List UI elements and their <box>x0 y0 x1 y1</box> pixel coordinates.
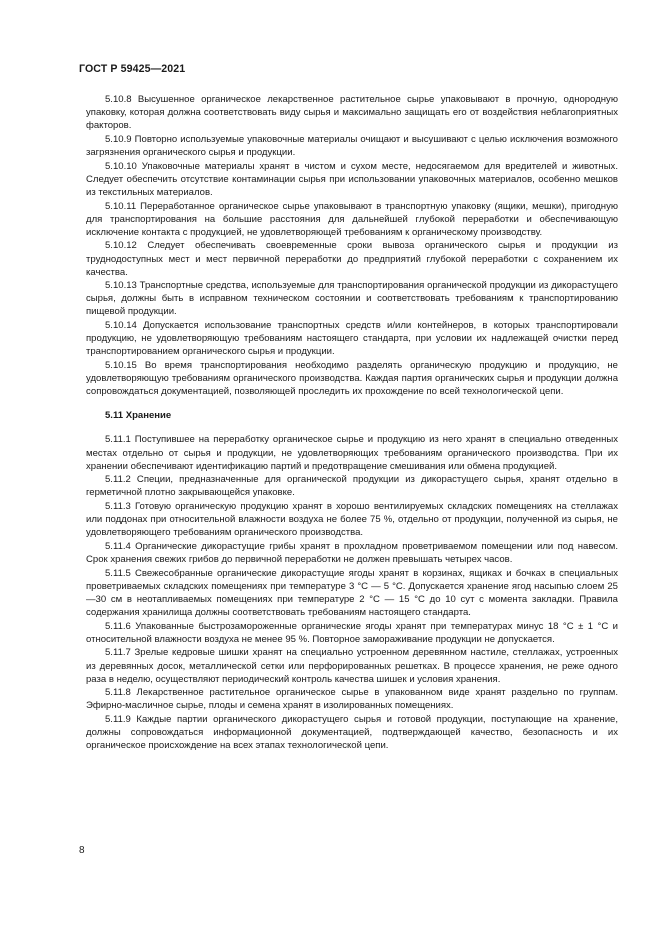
section-heading-storage: 5.11 Хранение <box>105 410 172 422</box>
paragraph-5-11-2: 5.11.2 Специи, предназначенные для органической продукции из дикорастущего сырья, хранят отдельно в герметичной плотно закрывающейся упаковке. <box>86 474 618 499</box>
paragraph-5-10-13: 5.10.13 Транспортные средства, используемые для транспортирования органической продукции из дикорастущего сырья, должны быть в исправном техническом состоянии и соответствовать требованиям к транспортированию пищевой продукции. <box>86 280 618 318</box>
paragraph-5-11-8: 5.11.8 Лекарственное растительное органическое сырье в упакованном виде хранят раздельно по группам. Эфирно-масличное сырье, плоды и семена хранят в изолированных помещениях. <box>86 687 618 712</box>
paragraph-5-10-12: 5.10.12 Следует обеспечивать своевременные сроки вывоза органического сырья и продукции из труднодоступных мест и мест первичной переработки до предприятий глубокой переработки с сохранением их качества. <box>86 240 618 278</box>
paragraph-5-10-14: 5.10.14 Допускается использование транспортных средств и/или контейнеров, в которых транспортировали продукцию, не удовлетворяющую требованиям настоящего стандарта, при условии их надлежащей очистки перед транспортированием органического сырья и продукции. <box>86 320 618 358</box>
paragraph-5-10-11: 5.10.11 Переработанное органическое сырье упаковывают в транспортную упаковку (ящики, мешки), пригодную для транспортирования на большие расстояния для дальнейшей глубокой переработки и обеспечивающую исключение контакта с продукцией, не удовлетворяющей требованиям к органическому производству. <box>86 200 618 238</box>
document-body <box>86 93 618 753</box>
paragraph-5-10-10: 5.10.10 Упаковочные материалы хранят в чистом и сухом месте, недосягаемом для вредителей и животных. Следует обеспечить отсутствие контаминации сырья при использовании упаковочных материалов, особенно мешков из текстильных материалов. <box>86 160 618 198</box>
paragraph-5-11-5: 5.11.5 Свежесобранные органические дикорастущие ягоды хранят в корзинах, ящиках и бочках в специальных проветриваемых складских помещениях при температуре 3 °C — 5 °C. Допускается хранение ягод насыпью слоем 25—30 см в неотапливаемых помещениях при температуре 2 °C — 15 °C до 10 сут с момента закладки. Правила содержания хранилища должны соответствовать требованиям настоящего стандарта. <box>86 567 618 618</box>
paragraph-5-11-6: 5.11.6 Упакованные быстрозамороженные органические ягоды хранят при температурах минус 18 °C ± 1 °C и относительной влажности воздуха не менее 95 %. Повторное замораживание продукции не допускается. <box>86 620 618 645</box>
paragraph-5-11-4: 5.11.4 Органические дикорастущие грибы хранят в прохладном проветриваемом помещении или под навесом. Срок хранения свежих грибов до первичной переработки не должен превышать четырех часов. <box>86 540 618 566</box>
paragraph-5-10-15: 5.10.15 Во время транспортирования необходимо разделять органическую продукцию и продукцию, не удовлетворяющую требованиям органического производства. Каждая партия органических сырья и продукции должна сопровождаться документацией, позволяющей проследить их прохождение по всей технологической цепи. <box>86 360 618 398</box>
paragraph-5-11-7: 5.11.7 Зрелые кедровые шишки хранят на специально устроенном деревянном настиле, стеллажах, устроенных из деревянных досок, металлической сетки или перфорированных решетках. В процессе хранения, не реже одного раза в неделю, осуществляют периодический контроль качества шишек и условия хранения. <box>86 647 618 685</box>
page-number: 8 <box>79 845 85 856</box>
paragraph-5-11-3: 5.11.3 Готовую органическую продукцию хранят в хорошо вентилируемых складских помещениях на стеллажах или поддонах при относительной влажности воздуха не более 75 %, отдельно от продукции, полученной из сырья, не удовлетворяющего требованиям органического производства. <box>86 501 618 539</box>
standard-code-header: ГОСТ Р 59425—2021 <box>79 63 186 75</box>
paragraph-5-10-9: 5.10.9 Повторно используемые упаковочные материалы очищают и высушивают с целью исключения возможного загрязнения органического сырья и продукции. <box>86 133 618 158</box>
paragraph-5-10-8: 5.10.8 Высушенное органическое лекарственное растительное сырье упаковывают в прочную, однородную упаковку, которая должна соответствовать виду сырья и максимально защищать его от воздействия неблагоприятных факторов. <box>86 94 618 132</box>
paragraph-5-11-9: 5.11.9 Каждые партии органического дикорастущего сырья и готовой продукции, поступающие на хранение, должны сопровождаться информационной документацией, подтверждающей качество, безопасность и их органическое происхождение на всех этапах технологической цепи. <box>86 714 618 752</box>
paragraph-5-11-1: 5.11.1 Поступившее на переработку органическое сырье и продукцию из него хранят в специально отведенных местах отдельно от сырья и продукции, не удовлетворяющих требованиям органического производства. При их хранении обеспечивают идентификацию партий и предотвращение смешивания или обмена продукцией. <box>86 434 618 472</box>
